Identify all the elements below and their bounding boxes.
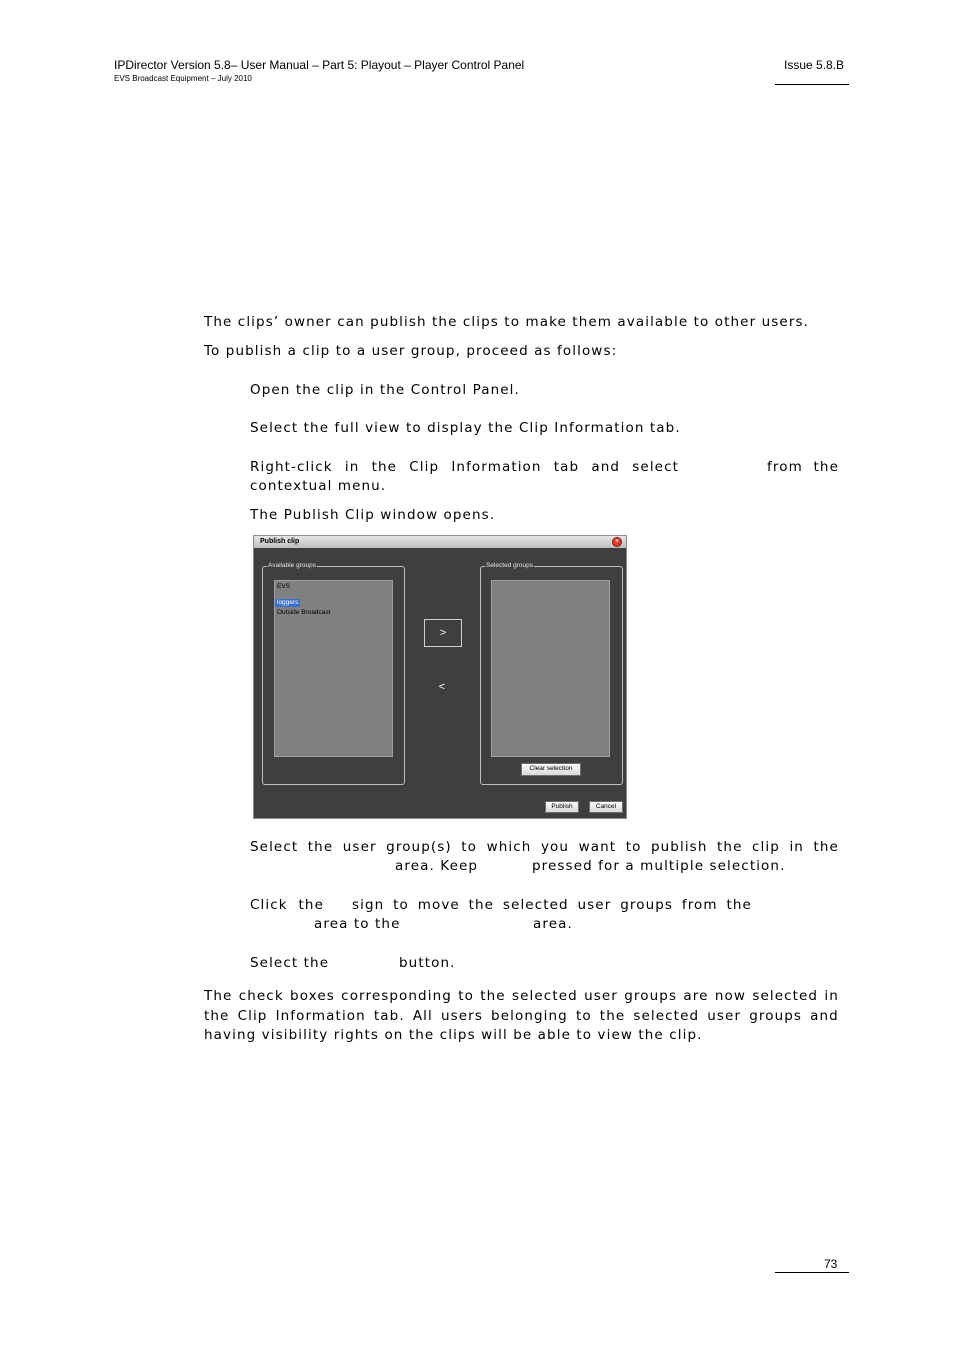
step-5-line-2a: area to the xyxy=(314,916,401,932)
word: to xyxy=(625,839,642,855)
word: from xyxy=(767,459,803,475)
step-1: Open the clip in the Control Panel. xyxy=(250,382,520,398)
move-right-button[interactable]: > xyxy=(424,619,462,647)
word: Right-click xyxy=(250,459,333,475)
step-2: Select the full view to display the Clip Information tab. xyxy=(250,420,681,436)
word: tab. xyxy=(373,1008,405,1024)
selected-groups-box xyxy=(480,562,623,785)
word: the xyxy=(307,839,334,855)
step-3-note: The Publish Clip window opens. xyxy=(250,507,496,523)
word: tab xyxy=(553,459,580,475)
word: corresponding xyxy=(341,988,452,1004)
word: Clip xyxy=(409,459,440,475)
word: boxes xyxy=(290,988,335,1004)
word: which xyxy=(486,839,532,855)
word: are xyxy=(683,988,709,1004)
word: in xyxy=(789,839,804,855)
page-number: 73 xyxy=(824,1257,838,1271)
available-groups-label: Available groups xyxy=(268,562,316,569)
step-6b: button. xyxy=(399,955,456,971)
available-groups-box xyxy=(262,562,405,785)
step-4-line-1 xyxy=(250,838,839,858)
step-5-line-1b xyxy=(352,896,752,916)
step-3-line-1 xyxy=(250,458,679,478)
word: the xyxy=(371,459,398,475)
word: selected xyxy=(502,897,569,913)
step-4-line-2a: area. Keep xyxy=(395,858,479,874)
footer-rule xyxy=(775,1272,849,1273)
publish-clip-dialog xyxy=(253,535,627,819)
publish-button[interactable]: Publish xyxy=(545,801,579,813)
word: in xyxy=(824,988,839,1004)
word: the xyxy=(468,897,495,913)
cancel-button[interactable]: Cancel xyxy=(589,801,623,813)
list-item-selected[interactable]: loggers xyxy=(277,599,299,606)
dialog-title: Publish clip xyxy=(260,538,300,545)
word: user xyxy=(342,839,377,855)
word: selected xyxy=(512,988,578,1004)
word: want xyxy=(578,839,617,855)
word: belonging xyxy=(491,1008,568,1024)
word: from xyxy=(681,897,718,913)
word: users xyxy=(440,1008,483,1024)
word: the xyxy=(813,459,839,475)
header-subtitle: EVS Broadcast Equipment – July 2010 xyxy=(114,74,252,83)
word: and xyxy=(591,459,621,475)
outro-line-3: having visibility rights on the clips will be able to view the clip. xyxy=(204,1027,703,1043)
step-4-line-2b: pressed for a multiple selection. xyxy=(532,858,786,874)
available-groups-list[interactable] xyxy=(274,580,393,757)
word: groups xyxy=(620,897,674,913)
step-5-line-2b: area. xyxy=(533,916,573,932)
word: groups xyxy=(624,988,678,1004)
word: Select xyxy=(250,839,299,855)
dialog-title-bar xyxy=(254,536,626,548)
header-rule xyxy=(775,84,849,85)
word: publish xyxy=(650,839,708,855)
word: the xyxy=(599,1008,626,1024)
word: the xyxy=(726,897,752,913)
intro-paragraph: The clips’ owner can publish the clips to make them available to other users. xyxy=(204,314,809,330)
word: user xyxy=(707,1008,742,1024)
word: now xyxy=(714,988,747,1004)
word: you xyxy=(540,839,570,855)
close-icon[interactable]: × xyxy=(612,537,622,547)
word: selected xyxy=(752,988,819,1004)
word: in xyxy=(344,459,360,475)
word: Click xyxy=(250,897,288,913)
word: group(s) xyxy=(386,839,452,855)
word: to xyxy=(461,839,478,855)
word: check xyxy=(238,988,284,1004)
word: to xyxy=(393,897,409,913)
intro-instruction: To publish a clip to a user group, proceed as follows: xyxy=(204,343,618,359)
outro-line-2 xyxy=(204,1007,839,1027)
word: clip xyxy=(752,839,780,855)
word: move xyxy=(417,897,460,913)
header-title: IPDirector Version 5.8– User Manual – Part 5: Playout – Player Control Panel xyxy=(114,58,525,72)
step-5-line-1a xyxy=(250,896,324,916)
word: sign xyxy=(352,897,385,913)
word: Information xyxy=(275,1008,366,1024)
word: select xyxy=(632,459,679,475)
step-3-line-2: contextual menu. xyxy=(250,478,387,494)
list-item[interactable]: Outside Broadcast xyxy=(277,609,331,616)
word: the xyxy=(480,988,506,1004)
word: the xyxy=(204,1008,230,1024)
step-6a: Select the xyxy=(250,955,330,971)
word: the xyxy=(298,897,324,913)
word: groups xyxy=(749,1008,803,1024)
clear-selection-button[interactable]: Clear selection xyxy=(521,763,581,776)
move-left-button[interactable]: < xyxy=(438,681,446,693)
word: Information xyxy=(451,459,542,475)
word: to xyxy=(575,1008,592,1024)
word: The xyxy=(204,988,233,1004)
word: All xyxy=(412,1008,433,1024)
list-item[interactable]: EVS xyxy=(277,583,291,590)
selected-groups-list[interactable] xyxy=(491,580,610,757)
word: user xyxy=(584,988,618,1004)
word: the xyxy=(717,839,743,855)
header-issue: Issue 5.8.B xyxy=(784,58,845,72)
outro-line-1 xyxy=(204,987,839,1007)
word: selected xyxy=(633,1008,700,1024)
word: user xyxy=(577,897,612,913)
word: the xyxy=(813,839,839,855)
word: to xyxy=(458,988,474,1004)
step-3-line-1-tail xyxy=(767,458,839,478)
word: Clip xyxy=(237,1008,268,1024)
word: and xyxy=(810,1008,839,1024)
selected-groups-label: Selected groups xyxy=(486,562,533,569)
